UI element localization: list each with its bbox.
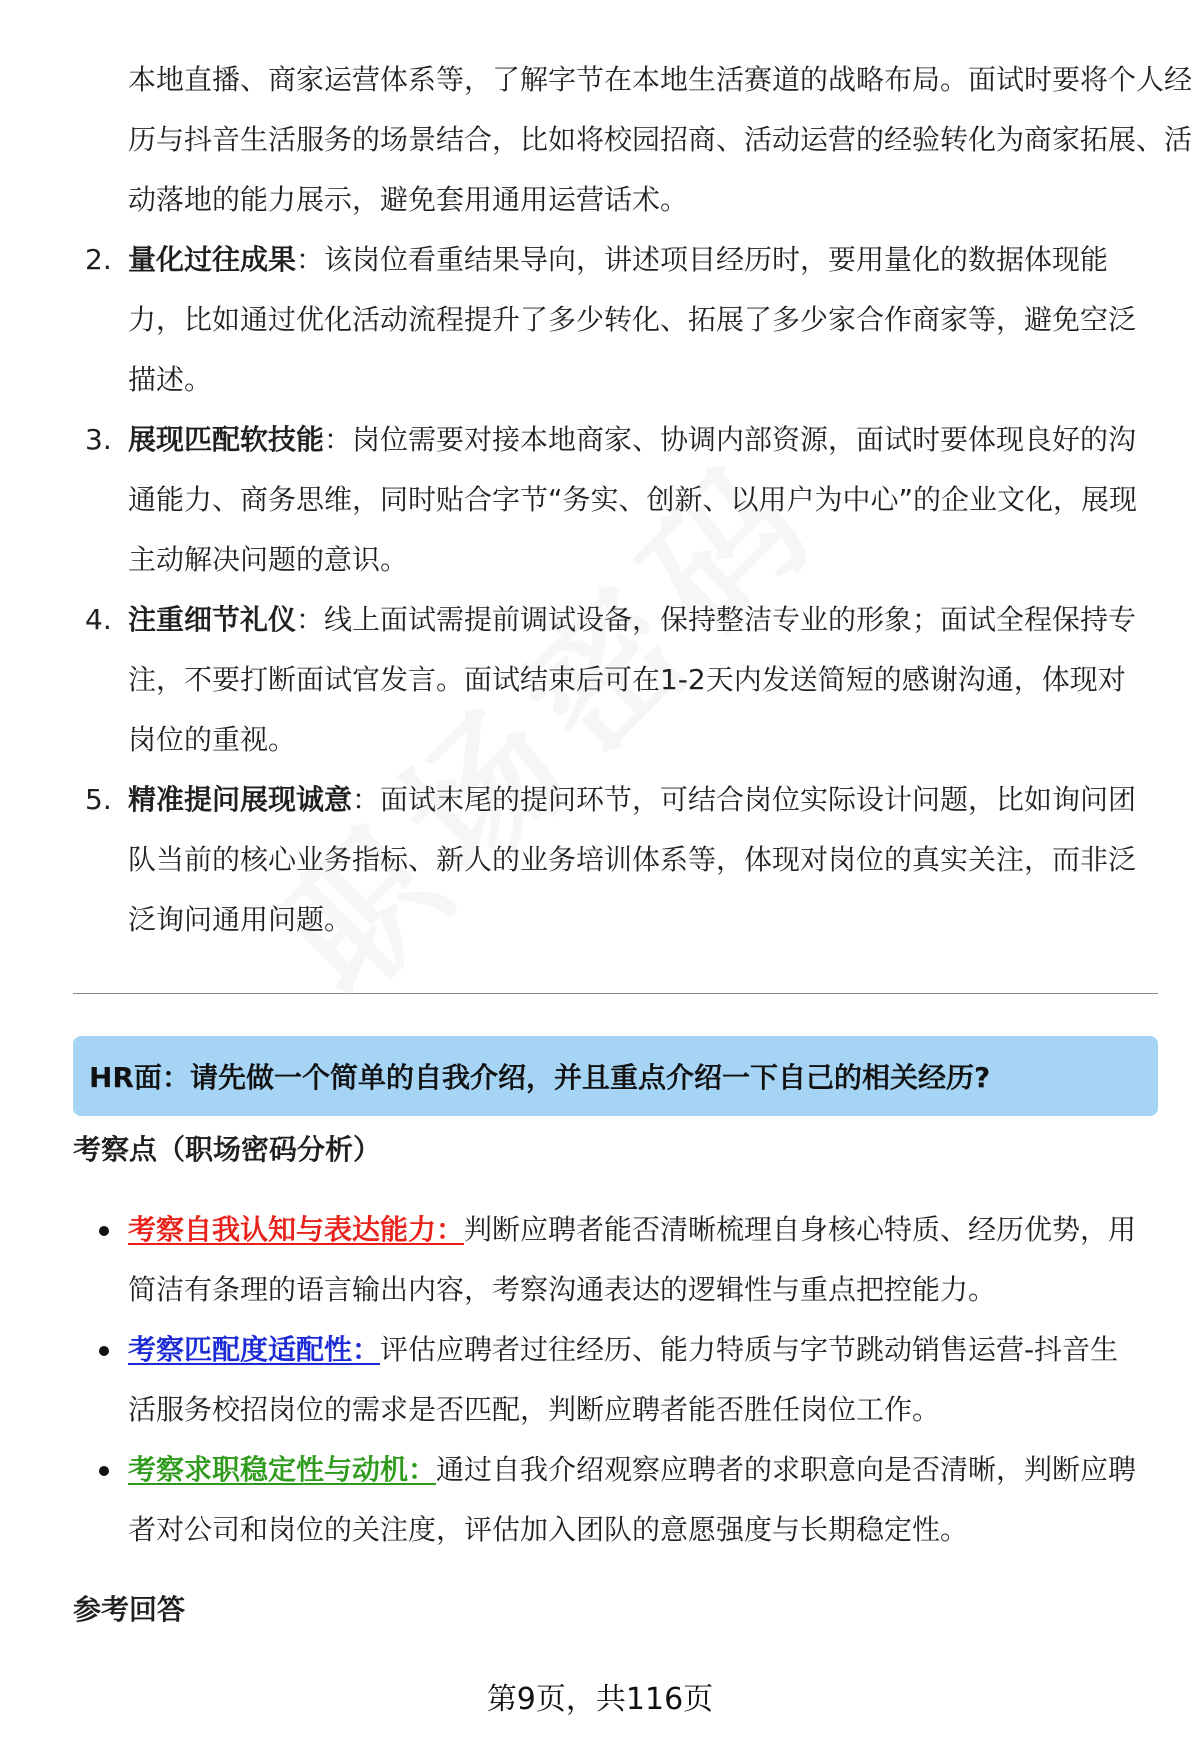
key-point-text: 评估应聘者过往经历、能力特质与字节跳动销售运营-抖音生活服务校招岗位的需求是否匹配，判断应聘者能否胜任岗位工作。: [128, 1333, 1119, 1426]
section-divider: [73, 993, 1158, 994]
bullet-icon: [99, 1466, 109, 1476]
key-point-text: 判断应聘者能否清晰梳理自身核心特质、经历优势，用简洁有条理的语言输出内容，考察沟通表达的逻辑性与重点把控能力。: [128, 1213, 1137, 1306]
intro-paragraph: [73, 50, 1200, 230]
tips-list: [73, 230, 1145, 950]
tip-term: 展现匹配软技能: [128, 423, 325, 456]
key-point-item: [73, 1320, 1145, 1440]
tip-item: [73, 230, 1145, 410]
tip-text: ：面试末尾的提问环节，可结合岗位实际设计问题，比如询问团队当前的核心业务指标、新人的业务培训体系等，体现对岗位的真实关注，而非泛泛询问通用问题。: [128, 783, 1137, 936]
tip-item: [73, 770, 1145, 950]
key-point-label: 考察匹配度适配性：: [128, 1333, 381, 1366]
page-footer: 第9页，共116页: [486, 1682, 714, 1717]
question-banner: [73, 1036, 1158, 1116]
tip-text: ：岗位需要对接本地商家、协调内部资源，面试时要体现良好的沟通能力、商务思维，同时贴合字节“务实、创新、以用户为中心”的企业文化，展现主动解决问题的意识。: [128, 423, 1138, 576]
tip-text: ：该岗位看重结果导向，讲述项目经历时，要用量化的数据体现能力，比如通过优化活动流程提升了多少转化、拓展了多少家合作商家等，避免空泛描述。: [128, 243, 1137, 396]
tip-item: [73, 410, 1145, 590]
tip-term: 量化过往成果: [128, 243, 297, 276]
answer-heading: 参考回答: [73, 1593, 186, 1626]
question-text: HR面：请先做一个简单的自我介绍，并且重点介绍一下自己的相关经历?: [89, 1061, 991, 1094]
bullet-icon: [99, 1346, 109, 1356]
key-point-text: 通过自我介绍观察应聘者的求职意向是否清晰，判断应聘者对公司和岗位的关注度，评估加入团队的意愿强度与长期稳定性。: [128, 1453, 1137, 1546]
key-point-label: 考察求职稳定性与动机：: [128, 1453, 437, 1486]
key-point-item: [73, 1440, 1145, 1560]
tip-number: 4.: [85, 603, 112, 636]
key-points-list: [73, 1200, 1145, 1560]
tip-number: 3.: [85, 423, 112, 456]
key-points-container: [73, 1200, 1145, 1560]
tip-item: [73, 590, 1145, 770]
key-point-item: [73, 1200, 1145, 1320]
tips-list-container: [73, 230, 1145, 950]
intro-text: 本地直播、商家运营体系等，了解字节在本地生活赛道的战略布局。面试时要将个人经历与抖音生活服务的场景结合，比如将校园招商、活动运营的经验转化为商家拓展、活动落地的能力展示，避免套用通用运营话术。: [128, 63, 1193, 216]
tip-number: 5.: [85, 783, 112, 816]
key-point-label: 考察自我认知与表达能力：: [128, 1213, 465, 1246]
tip-text: ：线上面试需提前调试设备，保持整洁专业的形象；面试全程保持专注，不要打断面试官发言。面试结束后可在1-2天内发送简短的感谢沟通，体现对岗位的重视。: [128, 603, 1137, 756]
tip-term: 注重细节礼仪: [128, 603, 297, 636]
key-points-heading: 考察点（职场密码分析）: [73, 1133, 382, 1166]
tip-number: 2.: [85, 243, 112, 276]
tip-term: 精准提问展现诚意: [128, 783, 353, 816]
bullet-icon: [99, 1226, 109, 1236]
